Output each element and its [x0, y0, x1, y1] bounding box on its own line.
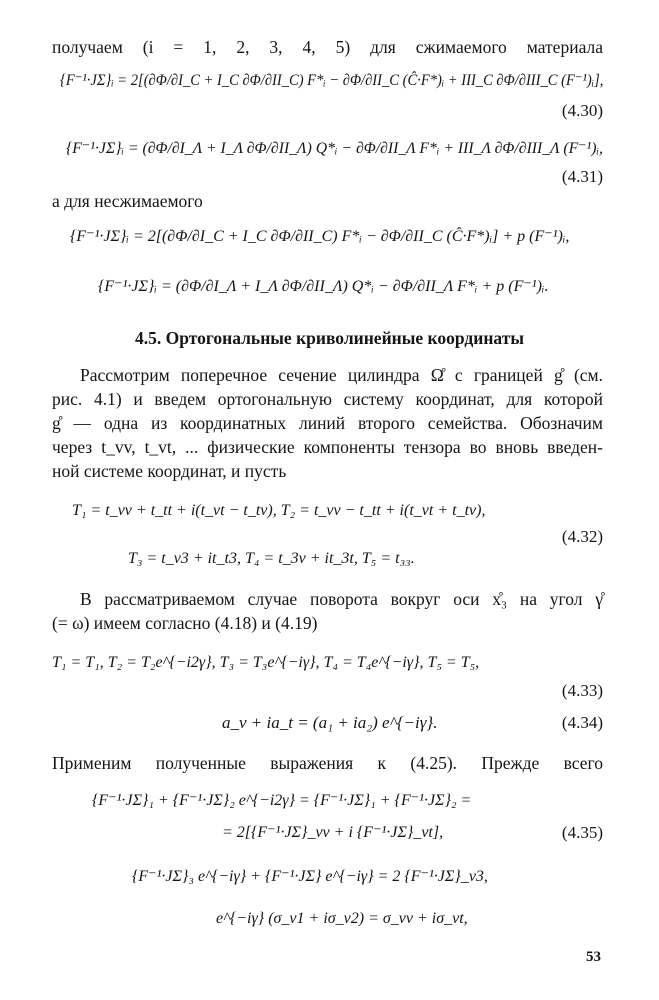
formula-4-30: {F⁻¹·JΣ}ᵢ = 2[(∂Φ/∂I_C + I_C ∂Φ/∂II_C) F*ᵢ − ∂Φ/∂II_C (Ĉ·F*)ᵢ + III_C ∂Φ/∂III_C (F⁻¹)ᵢ],	[60, 72, 604, 89]
formula-4-35-c: {F⁻¹·JΣ}₃ e^{−iγ} + {F⁻¹·JΣ} e^{−iγ} = 2 {F⁻¹·JΣ}_v3,	[132, 868, 488, 885]
paragraph-line-3: g̊ — одна из координатных линий второго семейства. Обозначим	[52, 413, 603, 433]
paragraph-line-8: Применим полученные выражения к (4.25). Прежде всего	[52, 753, 603, 773]
formula-4-34: a_v + ia_t = (a₁ + ia₂) e^{−iγ}.	[222, 713, 438, 732]
formula-incompressible-2: {F⁻¹·JΣ}ᵢ = (∂Φ/∂I_Λ + I_Λ ∂Φ/∂II_Λ) Q*ᵢ − ∂Φ/∂II_Λ F*ᵢ + p (F⁻¹)ᵢ.	[98, 278, 549, 295]
formula-4-33: T₁ = T₁, T₂ = T₂e^{−i2γ}, T₃ = T₃e^{−iγ}, T₄ = T₄e^{−iγ}, T₅ = T₅,	[52, 654, 480, 671]
formula-incompressible-1: {F⁻¹·JΣ}ᵢ = 2[(∂Φ/∂I_C + I_C ∂Φ/∂II_C) F*ᵢ − ∂Φ/∂II_C (Ĉ·F*)ᵢ] + p (F⁻¹)ᵢ,	[70, 228, 570, 245]
page-number: 53	[586, 949, 601, 965]
equation-number-4-35: (4.35)	[561, 823, 603, 842]
section-heading: 4.5. Ортогональные криволинейные координаты	[135, 328, 524, 348]
text-line-incompressible: а для несжимаемого	[52, 191, 203, 211]
text-line-1: получаем (i = 1, 2, 3, 4, 5) для сжимаемого материала	[52, 37, 603, 57]
paragraph-line-5: ной системе координат, и пусть	[52, 461, 287, 481]
formula-4-35-b: = 2[{F⁻¹·JΣ}_vv + i {F⁻¹·JΣ}_vt],	[222, 824, 444, 841]
equation-number-4-30: (4.30)	[561, 101, 603, 120]
paragraph-line-2: рис. 4.1) и введем ортогональную систему координат, для которой	[52, 389, 603, 409]
paragraph-line-4: через t_vv, t_vt, ... физические компоненты тензора во вновь введен-	[52, 437, 603, 457]
paragraph-line-6: В рассматриваемом случае поворота вокруг оси x̊₃ на угол γ̊	[80, 589, 603, 609]
formula-4-35-a: {F⁻¹·JΣ}₁ + {F⁻¹·JΣ}₂ e^{−i2γ} = {F⁻¹·JΣ}₁ + {F⁻¹·JΣ}₂ =	[92, 792, 472, 809]
equation-number-4-34: (4.34)	[561, 713, 603, 732]
equation-number-4-32: (4.32)	[561, 527, 603, 546]
equation-number-4-31: (4.31)	[561, 167, 603, 186]
equation-number-4-33: (4.33)	[561, 681, 603, 700]
paragraph-line-7: (= ω) имеем согласно (4.18) и (4.19)	[52, 613, 318, 633]
paragraph-line-1: Рассмотрим поперечное сечение цилиндра Ω̊ с границей g̊ (см.	[80, 365, 603, 385]
formula-4-32-a: T₁ = t_vv + t_tt + i(t_vt − t_tv), T₂ = t_vv − t_tt + i(t_vt + t_tv),	[72, 502, 486, 519]
formula-4-35-d: e^{−iγ} (σ_v1 + iσ_v2) = σ_vv + iσ_vt,	[216, 910, 468, 927]
formula-4-32-b: T₃ = t_v3 + it_t3, T₄ = t_3v + it_3t, T₅ = t₃₃.	[128, 550, 415, 567]
formula-4-31: {F⁻¹·JΣ}ᵢ = (∂Φ/∂I_Λ + I_Λ ∂Φ/∂II_Λ) Q*ᵢ − ∂Φ/∂II_Λ F*ᵢ + III_Λ ∂Φ/∂III_Λ (F⁻¹)ᵢ,	[66, 140, 603, 157]
